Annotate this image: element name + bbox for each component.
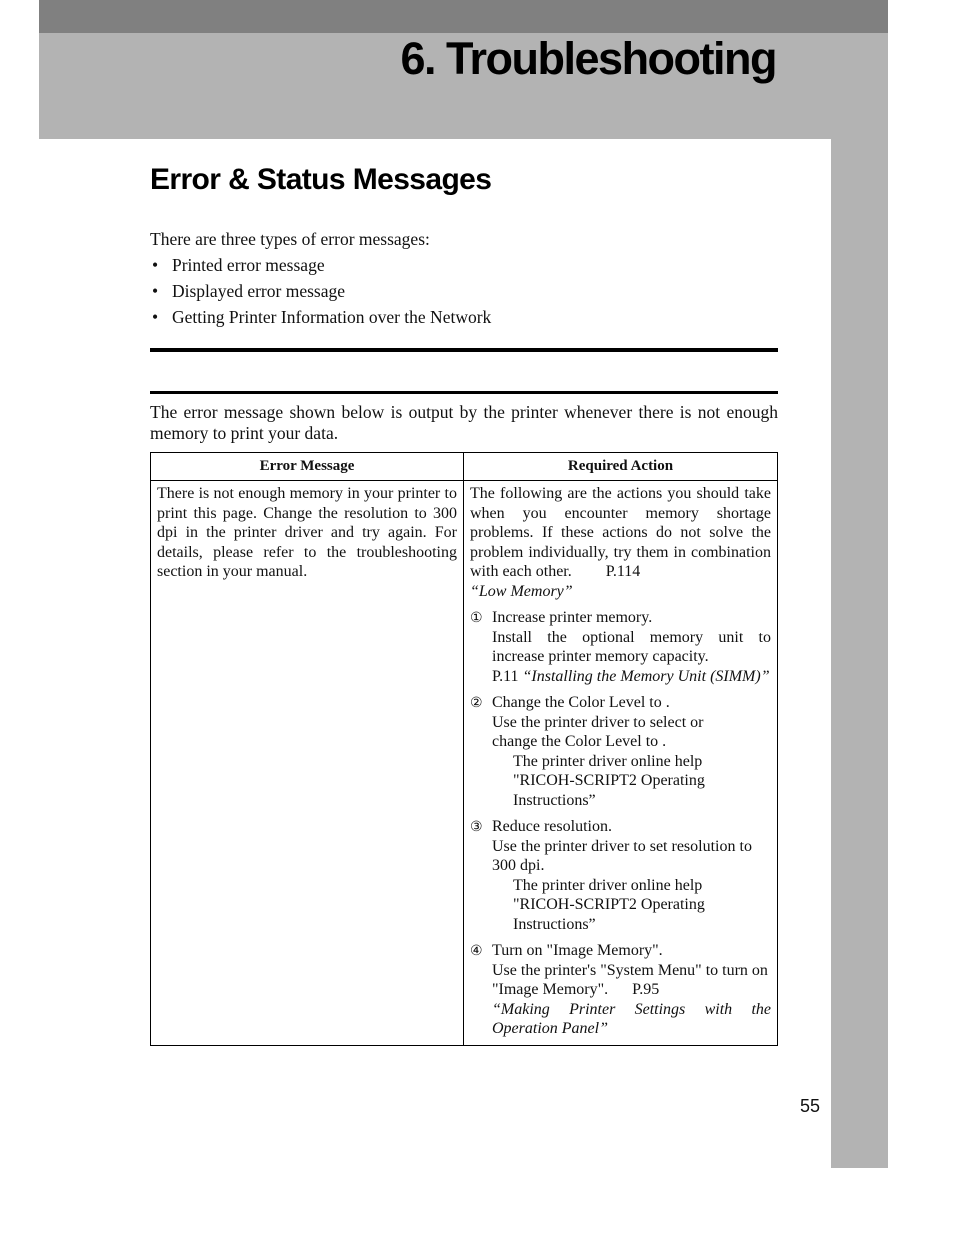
reference: P.95 bbox=[632, 981, 660, 998]
subsection-divider bbox=[150, 391, 778, 394]
action-item: ② Change the Color Level to . Use the printer driver to select or change the Color Level to . The printer driver online help "RICOH-SCRIPT2 Operating Instructions” bbox=[470, 693, 771, 810]
step-number: ③ bbox=[470, 820, 483, 835]
table-header-row bbox=[151, 453, 778, 481]
bullet-icon: • bbox=[152, 307, 159, 327]
reference: P.114 bbox=[605, 563, 641, 580]
bullet-icon: • bbox=[152, 255, 159, 275]
action-title: Increase printer memory. bbox=[492, 609, 653, 626]
action-title: Change the Color Level to . bbox=[492, 694, 670, 711]
action-title: Turn on "Image Memory". bbox=[492, 942, 663, 959]
action-title: Reduce resolution. bbox=[492, 818, 612, 835]
section-divider bbox=[150, 348, 778, 352]
reference-title: “Making Printer Settings with the Operation Panel” bbox=[492, 1000, 771, 1037]
action-item: ④ Turn on "Image Memory". Use the printer's "System Menu" to turn on "Image Memory". P.95 “Making Printer Settings with the Operation Panel” bbox=[470, 942, 771, 1037]
list-item: • Printed error message bbox=[150, 252, 491, 278]
chapter-title: 6. Troubleshooting bbox=[400, 33, 776, 84]
step-number: ② bbox=[470, 696, 483, 711]
header-required-action: Required Action bbox=[464, 453, 778, 481]
reference-title: “Low Memory” bbox=[470, 582, 573, 600]
header-error-message: Error Message bbox=[151, 453, 464, 481]
reference-title: “Installing the Memory Unit (SIMM)” bbox=[522, 667, 770, 685]
error-message-cell: There is not enough memory in your printer to print this page. Change the resolution to 300 dpi in the printer driver and try again. For details, please refer to the troubleshooting section in your manual. bbox=[151, 481, 464, 1046]
intro-text: There are three types of error messages: bbox=[150, 229, 430, 249]
list-item: • Getting Printer Information over the Network bbox=[150, 304, 491, 330]
action-intro: The following are the actions you should take when you encounter memory shortage problems. If these actions do not solve the problem individually, try them in combination with each other. P.114 “Low Memory” bbox=[470, 485, 771, 600]
bullet-icon: • bbox=[152, 281, 159, 301]
error-type-list bbox=[150, 252, 491, 330]
step-number: ④ bbox=[470, 944, 483, 959]
lead-paragraph: The error message shown below is output by the printer whenever there is not enough memory to print your data. bbox=[150, 402, 778, 443]
page-edge-tab bbox=[831, 139, 888, 1168]
required-action-cell bbox=[464, 481, 778, 1046]
page-number: 55 bbox=[800, 1096, 821, 1116]
header-top-strip bbox=[39, 0, 888, 33]
step-number: ① bbox=[470, 611, 483, 626]
error-table bbox=[150, 452, 778, 1046]
intro bbox=[150, 226, 491, 330]
table-row bbox=[151, 481, 778, 1046]
list-item: • Displayed error message bbox=[150, 278, 491, 304]
section-title: Error & Status Messages bbox=[150, 163, 492, 196]
reference: P.11 bbox=[492, 667, 519, 685]
action-item: ③ Reduce resolution. Use the printer driver to set resolution to 300 dpi. The printer driver online help "RICOH-SCRIPT2 Operating Instructions” bbox=[470, 817, 771, 934]
action-item: ① Increase printer memory. Install the optional memory unit to increase printer memory capacity. P.11 “Installing the Memory Unit (SIMM)” bbox=[470, 609, 771, 685]
